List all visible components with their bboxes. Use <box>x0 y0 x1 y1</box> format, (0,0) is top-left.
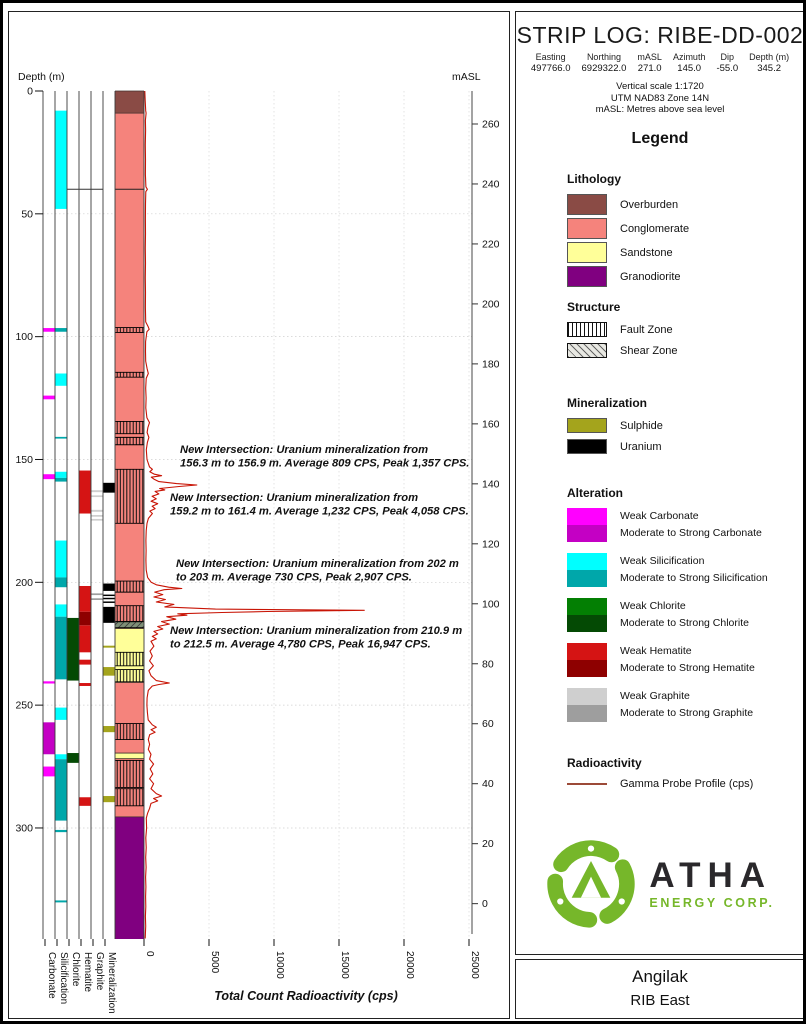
company-logo <box>516 838 804 930</box>
alteration-silicification-strong <box>55 900 67 902</box>
weak-swatch <box>567 598 607 615</box>
meta-azimuth <box>673 52 706 74</box>
meta-northing <box>582 52 627 74</box>
legend-section-lithology <box>567 172 689 290</box>
legend-row <box>567 322 677 337</box>
alteration-carbonate-weak <box>43 681 55 683</box>
logo-name: ATHA <box>649 856 772 895</box>
alteration-chlorite-strong <box>67 618 79 681</box>
legend-section-mineralization <box>567 396 663 460</box>
project-box <box>515 959 805 1019</box>
masl-tick-label: 120 <box>482 538 500 551</box>
legend-row <box>567 266 689 287</box>
masl-tick-label: 180 <box>482 358 500 371</box>
strong-swatch <box>567 570 607 587</box>
strong-swatch <box>567 660 607 677</box>
alteration-hematite-weak <box>79 660 91 665</box>
alteration-silicification-weak <box>55 111 67 209</box>
fault-zone-band <box>116 724 144 740</box>
mineralization-sulphide <box>103 646 115 648</box>
meta-label: Dip <box>720 52 735 62</box>
depth-tick-label: 100 <box>15 331 33 344</box>
alteration-graphite-weak <box>91 519 103 521</box>
masl-tick-label: 240 <box>482 178 500 191</box>
strong-swatch <box>567 705 607 722</box>
alteration-silicification-weak <box>55 708 67 720</box>
strong-swatch <box>567 615 607 632</box>
legend-swatch <box>567 418 607 433</box>
alteration-silicification-weak <box>55 472 67 478</box>
meta-value: 497766.0 <box>530 63 571 74</box>
fault-zone-band <box>116 328 144 333</box>
note-line: Vertical scale 1:1720 <box>616 81 704 92</box>
alteration-carbonate-weak <box>43 328 55 332</box>
weak-label: Weak Carbonate <box>620 510 699 522</box>
alteration-silicification-weak <box>55 374 67 386</box>
legend-row <box>567 343 677 358</box>
legend-row <box>567 688 768 722</box>
mineralization-sulphide <box>103 796 115 802</box>
mineralization-sulphide <box>103 726 115 732</box>
log-panel <box>8 11 510 1019</box>
legend-label: Overburden <box>620 198 679 211</box>
masl-tick-label: 260 <box>482 118 500 131</box>
gamma-axis-title: Total Count Radioactivity (cps) <box>214 989 398 1003</box>
depth-tick-label: 0 <box>27 85 33 98</box>
legend-swatch <box>567 343 607 358</box>
legend-label: Conglomerate <box>620 222 690 235</box>
depth-tick-label: 150 <box>15 453 33 466</box>
lithology-interval-conglomerate <box>115 683 144 754</box>
track-label: Carbonate <box>46 952 57 999</box>
legend-row <box>567 194 689 215</box>
legend-label: Gamma Probe Profile (cps) <box>620 778 754 790</box>
gamma-tick-label: 0 <box>144 951 155 957</box>
section-heading: Mineralization <box>567 396 648 410</box>
fault-zone-band <box>116 421 144 433</box>
legend-swatch <box>567 553 607 587</box>
alteration-graphite-weak <box>91 515 103 517</box>
legend-row <box>567 242 689 263</box>
masl-tick-label: 0 <box>482 898 488 911</box>
meta-value: -55.0 <box>716 63 739 74</box>
weak-label: Weak Silicification <box>620 555 705 567</box>
fault-zone-band <box>116 760 144 787</box>
legend-label: Sulphide <box>620 419 663 432</box>
weak-swatch <box>567 643 607 660</box>
gamma-tick-label: 25000 <box>469 951 480 979</box>
logo-subtitle: ENERGY CORP. <box>649 896 775 910</box>
legend-label <box>620 643 755 677</box>
alteration-carbonate-weak <box>43 396 55 400</box>
legend-row <box>567 439 663 454</box>
scale-notes <box>516 81 804 116</box>
legend-section-alteration <box>567 486 768 733</box>
intersection-annotation: New Intersection: Uranium mineralization from <box>180 444 429 457</box>
strong-label: Moderate to Strong Graphite <box>620 707 754 719</box>
depth-axis-title: Depth (m) <box>18 71 65 83</box>
info-panel <box>515 11 805 955</box>
meta-label: Easting <box>535 52 566 62</box>
masl-axis-title: mASL <box>452 71 481 83</box>
alteration-hematite-weak <box>79 797 91 806</box>
track-label: Graphite <box>94 952 105 991</box>
alteration-silicification-strong <box>55 328 67 332</box>
alteration-silicification-weak <box>55 604 67 616</box>
legend-swatch <box>567 598 607 632</box>
depth-tick-label: 300 <box>15 822 33 835</box>
gamma-tick-label: 10000 <box>274 951 285 979</box>
section-heading: Alteration <box>567 486 624 500</box>
mineralization-uranium <box>103 601 115 602</box>
legend-label <box>620 688 753 722</box>
section-heading: Lithology <box>567 172 621 186</box>
legend-row <box>567 598 768 632</box>
mineralization-uranium <box>103 595 115 596</box>
masl-tick-label: 80 <box>482 658 494 671</box>
masl-tick-label: 220 <box>482 238 500 251</box>
legend-swatch <box>567 266 607 287</box>
weak-label: Weak Chlorite <box>620 600 686 612</box>
alteration-chlorite-strong <box>67 753 79 763</box>
lithology-interval-granodiorite <box>115 817 144 939</box>
mineralization-uranium <box>103 483 115 493</box>
intersection-annotation: New Intersection: Uranium mineralization from 210.9 m <box>170 625 463 638</box>
legend-row <box>567 553 768 587</box>
atha-emblem-icon <box>545 838 637 930</box>
legend-row <box>567 643 768 677</box>
intersection-annotation: 159.2 m to 161.4 m. Average 1,232 CPS, Peak 4,058 CPS. <box>170 505 469 518</box>
masl-tick-label: 100 <box>482 598 500 611</box>
fault-zone-band <box>116 789 144 806</box>
weak-swatch <box>567 553 607 570</box>
legend-label <box>620 598 749 632</box>
mineralization-uranium <box>103 584 115 591</box>
gamma-tick-label: 20000 <box>404 951 415 979</box>
alteration-hematite-strong <box>79 612 91 626</box>
legend-label: Uranium <box>620 440 662 453</box>
alteration-graphite-strong <box>91 598 103 600</box>
gamma-line-swatch <box>567 783 607 785</box>
legend-swatch <box>567 242 607 263</box>
legend-label: Granodiorite <box>620 270 681 283</box>
shear-zone-hatch <box>115 622 144 628</box>
meta-value: 345.2 <box>757 63 781 74</box>
page-title: STRIP LOG: RIBE-DD-002 <box>516 22 804 48</box>
legend-swatch <box>567 322 607 337</box>
legend-row <box>567 418 663 433</box>
fault-zone-band <box>116 670 144 682</box>
section-heading: Structure <box>567 300 621 314</box>
strong-swatch <box>567 525 607 542</box>
fault-zone-band <box>116 652 144 666</box>
alteration-silicification-weak <box>55 754 67 759</box>
fault-zone-band <box>116 372 144 377</box>
track-label: Mineralization <box>106 952 117 1014</box>
alteration-carbonate-weak <box>43 474 55 479</box>
note-line: mASL: Metres above sea level <box>595 104 725 115</box>
legend-swatch <box>567 194 607 215</box>
logo-text <box>649 858 774 910</box>
meta-depth-m- <box>749 52 789 74</box>
alteration-silicification-strong <box>55 577 67 587</box>
alteration-carbonate-strong <box>43 722 55 754</box>
section-heading: Radioactivity <box>567 756 642 770</box>
track-label: Hematite <box>82 952 93 993</box>
intersection-annotation: to 212.5 m. Average 4,780 CPS, Peak 16,947 CPS. <box>170 638 431 651</box>
meta-easting <box>531 52 571 74</box>
strong-label: Moderate to Strong Chlorite <box>620 617 749 629</box>
alteration-silicification-strong <box>55 617 67 680</box>
fault-zone-band <box>116 469 144 523</box>
legend-section-structure <box>567 300 677 364</box>
meta-label: mASL <box>637 52 662 62</box>
legend-section-radioactivity <box>567 756 753 790</box>
strong-label: Moderate to Strong Silicification <box>620 572 768 584</box>
alteration-carbonate-weak <box>43 767 55 777</box>
legend-label <box>620 508 762 542</box>
meta-value: 6929322.0 <box>581 63 627 74</box>
masl-tick-label: 20 <box>482 838 494 851</box>
alteration-hematite-weak <box>79 683 91 686</box>
lithology-interval-overburden <box>115 91 144 113</box>
weak-swatch <box>567 508 607 525</box>
legend-swatch <box>567 439 607 454</box>
legend-row <box>567 508 768 542</box>
legend-label <box>620 553 768 587</box>
legend-label: Shear Zone <box>620 344 678 357</box>
alteration-graphite-strong <box>91 593 103 595</box>
strong-label: Moderate to Strong Hematite <box>620 662 755 674</box>
lithology-interval-sandstone <box>115 753 144 759</box>
meta-value: 271.0 <box>637 63 662 74</box>
meta-value: 145.0 <box>677 63 702 74</box>
fault-zone-band <box>116 437 144 444</box>
masl-tick-label: 200 <box>482 298 500 311</box>
strong-label: Moderate to Strong Carbonate <box>620 527 762 539</box>
fault-zone-band <box>116 606 144 622</box>
alteration-silicification-strong <box>55 478 67 482</box>
meta-label: Northing <box>586 52 621 62</box>
intersection-annotation: to 203 m. Average 730 CPS, Peak 2,907 CPS. <box>176 571 412 584</box>
project-name: Angilak <box>632 967 688 986</box>
mineralization-sulphide <box>103 667 115 676</box>
track-label: Chlorite <box>70 952 81 987</box>
meta-label: Azimuth <box>672 52 706 62</box>
masl-tick-label: 40 <box>482 778 494 791</box>
alteration-silicification-strong <box>55 437 67 439</box>
legend-title: Legend <box>631 130 689 147</box>
mineralization-uranium <box>103 598 115 599</box>
depth-tick-label: 50 <box>21 208 33 221</box>
meta-label: Depth (m) <box>749 52 790 62</box>
masl-tick-label: 60 <box>482 718 494 731</box>
alteration-silicification-strong <box>55 759 67 820</box>
weak-label: Weak Graphite <box>620 690 690 702</box>
gamma-tick-label: 5000 <box>209 951 220 974</box>
alteration-hematite-weak <box>79 471 91 514</box>
intersection-annotation: New Intersection: Uranium mineralization from 202 m <box>176 558 459 571</box>
fault-zone-band <box>116 581 144 592</box>
weak-label: Weak Hematite <box>620 645 692 657</box>
alteration-silicification-weak <box>55 541 67 578</box>
lithology-interval-conglomerate <box>115 113 144 628</box>
intersection-annotation: 156.3 m to 156.9 m. Average 809 CPS, Peak 1,357 CPS. <box>180 457 470 470</box>
masl-tick-label: 160 <box>482 418 500 431</box>
alteration-graphite-weak <box>91 495 103 497</box>
collar-meta <box>516 52 804 74</box>
depth-tick-label: 200 <box>15 576 33 589</box>
alteration-hematite-weak <box>79 625 91 652</box>
meta-masl <box>637 52 662 74</box>
legend-label: Fault Zone <box>620 323 673 336</box>
alteration-graphite-weak <box>91 510 103 512</box>
note-line: UTM NAD83 Zone 14N <box>610 92 710 104</box>
legend-swatch <box>567 688 607 722</box>
track-label: Silicification <box>58 952 69 1005</box>
legend-swatch <box>567 508 607 542</box>
legend-label: Sandstone <box>620 246 673 259</box>
legend-swatch <box>567 218 607 239</box>
legend-swatch <box>567 643 607 677</box>
strip-log-plot <box>9 12 509 1018</box>
alteration-graphite-weak <box>91 490 103 492</box>
masl-tick-label: 140 <box>482 478 500 491</box>
gamma-tick-label: 15000 <box>339 951 350 979</box>
intersection-annotation: New Intersection: Uranium mineralization from <box>170 491 419 504</box>
legend-row <box>567 778 753 790</box>
meta-dip <box>716 52 738 74</box>
weak-swatch <box>567 688 607 705</box>
alteration-hematite-weak <box>79 586 91 612</box>
legend-row <box>567 218 689 239</box>
project-area: RIB East <box>630 992 690 1009</box>
alteration-silicification-strong <box>55 830 67 832</box>
depth-tick-label: 250 <box>15 699 33 712</box>
mineralization-uranium <box>103 607 115 623</box>
